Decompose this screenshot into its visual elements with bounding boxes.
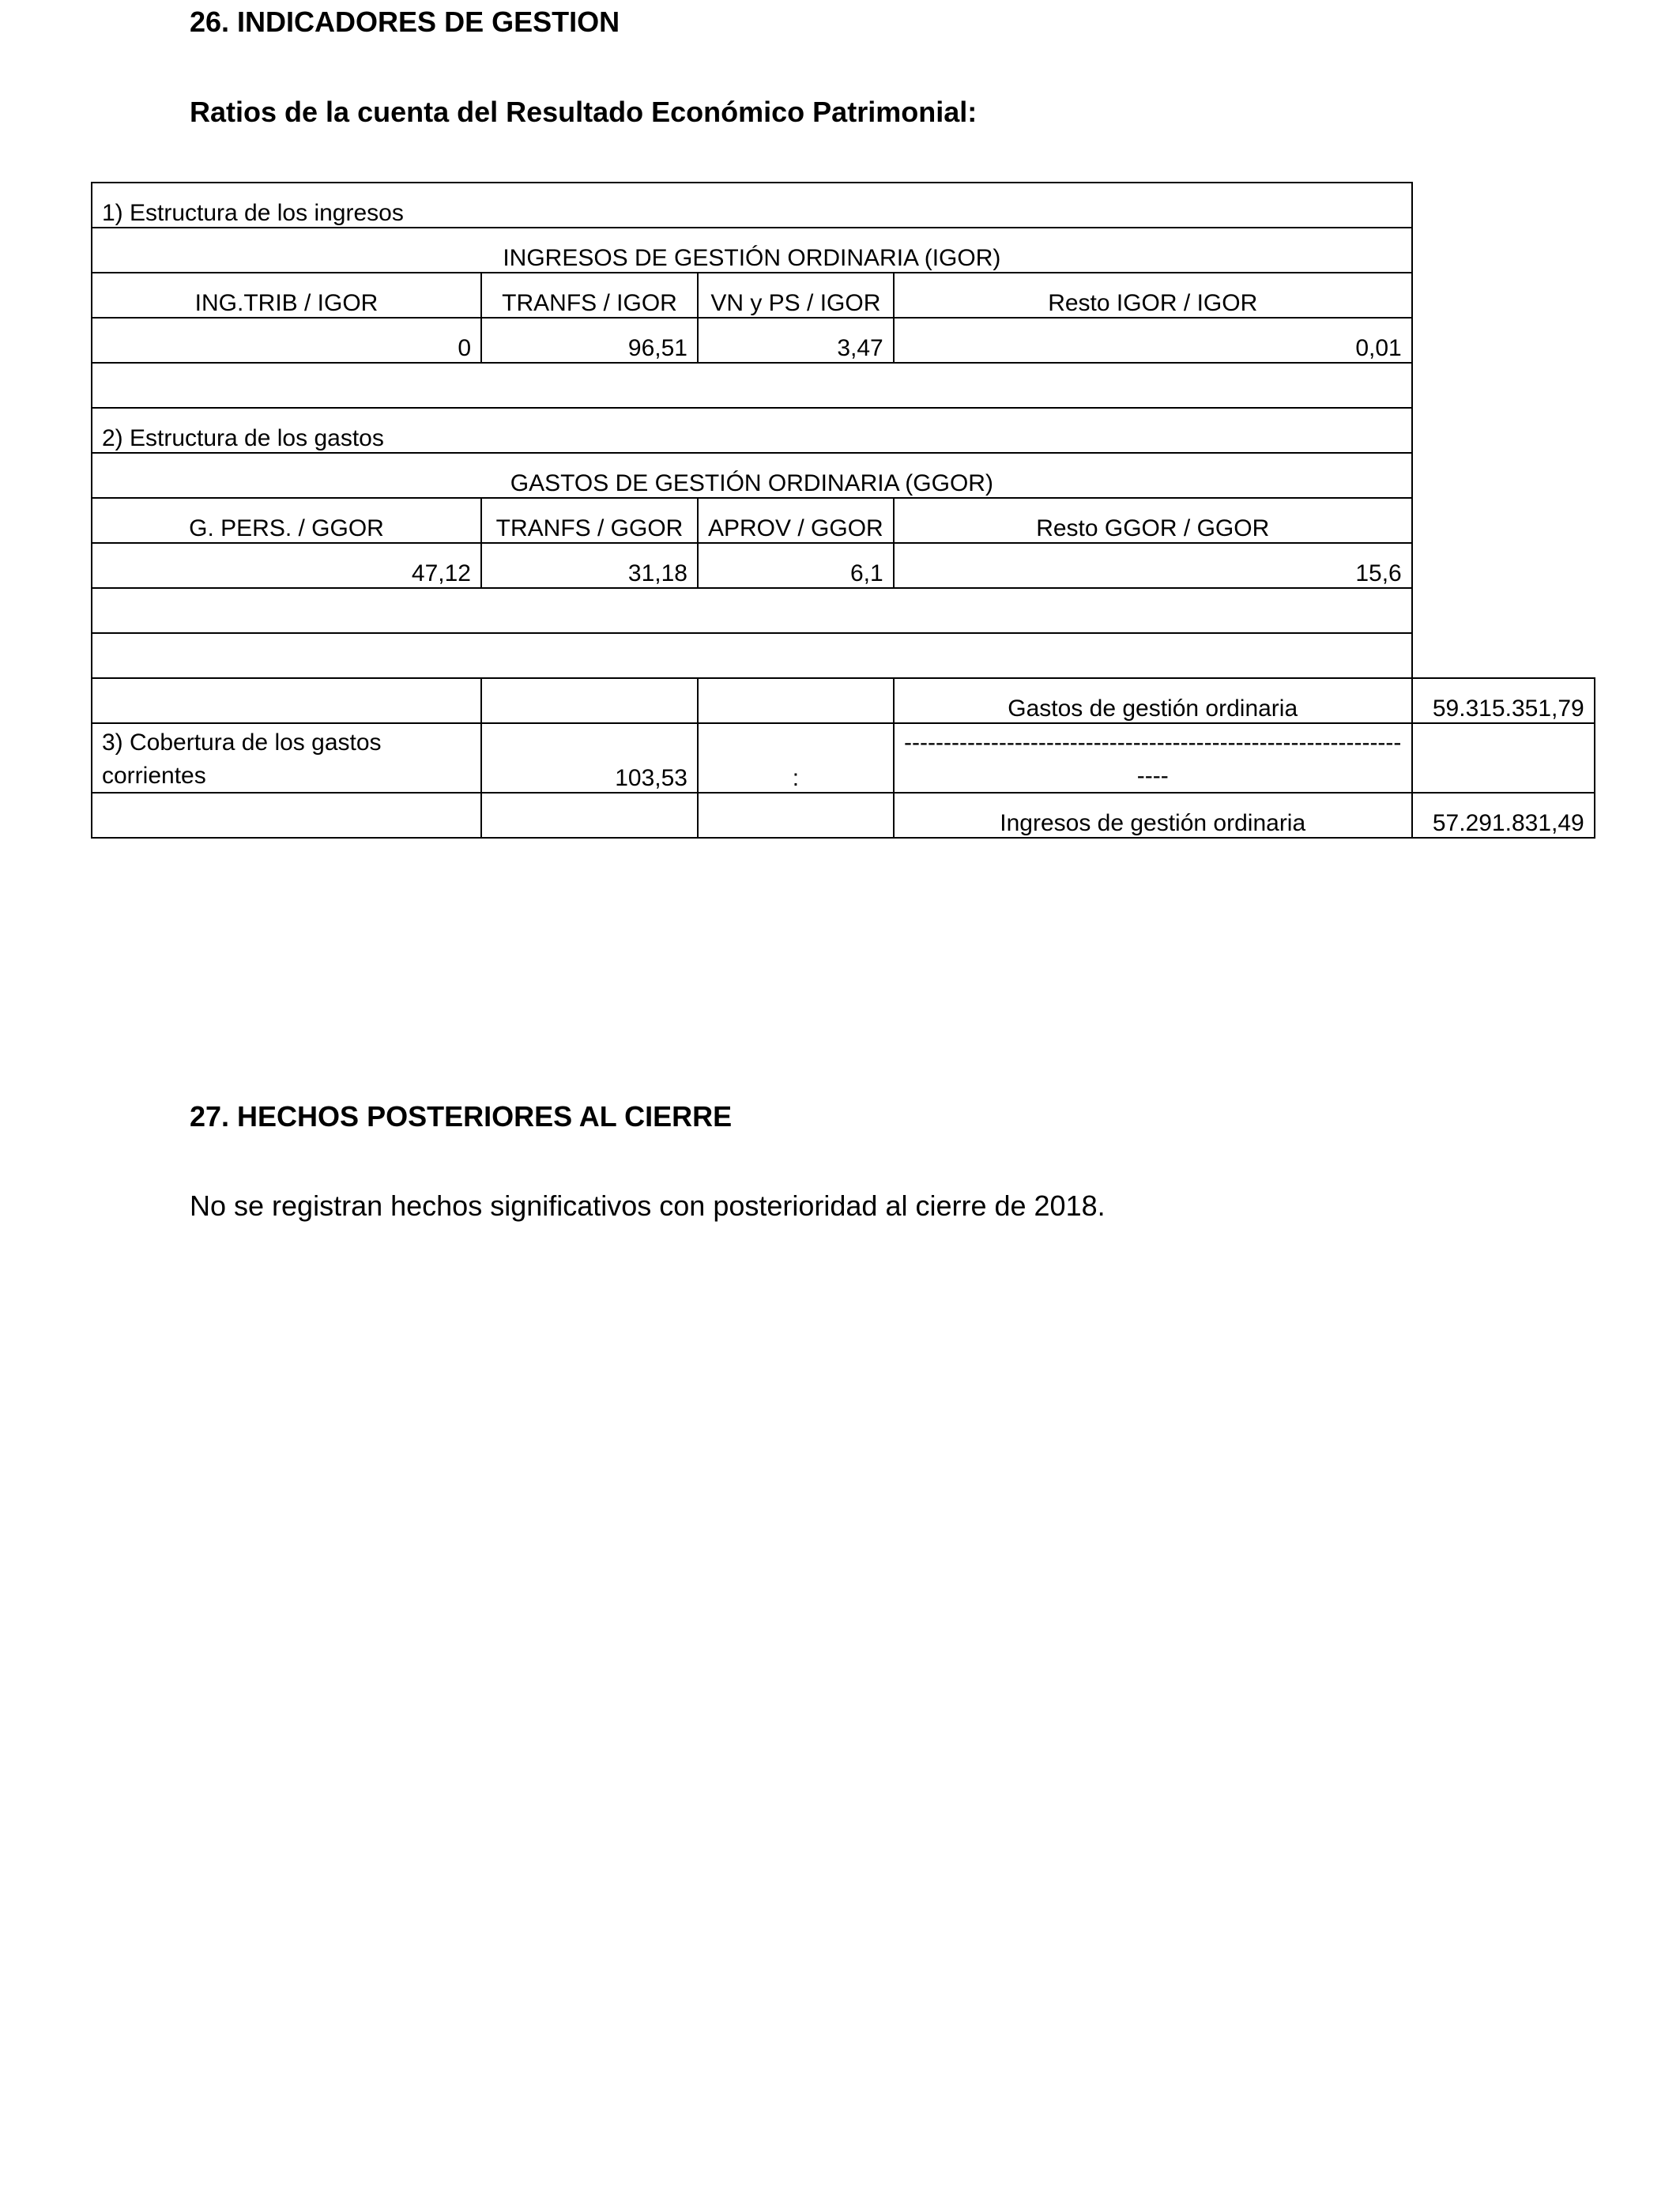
table-row: [92, 543, 1595, 588]
ingresos-section-label: 1) Estructura de los ingresos: [92, 183, 1412, 228]
empty-row: [92, 633, 1412, 678]
ratio-value: 31,18: [481, 543, 698, 588]
section-26-title: 26. INDICADORES DE GESTION: [190, 6, 620, 38]
section-27-body: No se registran hechos significativos con posterioridad al cierre de 2018.: [190, 1189, 1106, 1222]
ratios-table: [91, 182, 1595, 839]
table-row: [92, 723, 1595, 793]
denominator-label: Ingresos de gestión ordinaria: [894, 793, 1412, 838]
table-row: [92, 408, 1595, 453]
ratio-value: 6,1: [698, 543, 894, 588]
table-row: [92, 498, 1595, 543]
column-header: APROV / GGOR: [698, 498, 894, 543]
column-header: TRANFS / IGOR: [481, 273, 698, 318]
ratios-subtitle: Ratios de la cuenta del Resultado Económico Patrimonial:: [190, 96, 977, 128]
separator: :: [698, 723, 894, 793]
ratio-value: 96,51: [481, 318, 698, 363]
ratio-value: 0: [92, 318, 481, 363]
table-row: [92, 273, 1595, 318]
table-row: [92, 793, 1595, 838]
table-row: [92, 453, 1595, 498]
empty-row: [92, 588, 1412, 633]
column-header: G. PERS. / GGOR: [92, 498, 481, 543]
numerator-label: Gastos de gestión ordinaria: [894, 678, 1412, 723]
column-header: Resto IGOR / IGOR: [894, 273, 1412, 318]
empty-row: [92, 363, 1412, 408]
igor-group-header: INGRESOS DE GESTIÓN ORDINARIA (IGOR): [92, 228, 1412, 273]
table-row: [92, 588, 1595, 633]
column-header: ING.TRIB / IGOR: [92, 273, 481, 318]
cobertura-label: 3) Cobertura de los gastos corrientes: [92, 723, 481, 793]
fraction-line: -------------------------------------------------------------------: [894, 723, 1412, 793]
table-row: [92, 183, 1595, 228]
table-row: [92, 678, 1595, 723]
ratio-value: 3,47: [698, 318, 894, 363]
ratio-value: 0,01: [894, 318, 1412, 363]
numerator-value: 59.315.351,79: [1412, 678, 1595, 723]
ggor-group-header: GASTOS DE GESTIÓN ORDINARIA (GGOR): [92, 453, 1412, 498]
gastos-section-label: 2) Estructura de los gastos: [92, 408, 1412, 453]
column-header: VN y PS / IGOR: [698, 273, 894, 318]
ratio-value: 47,12: [92, 543, 481, 588]
section-27-title: 27. HECHOS POSTERIORES AL CIERRE: [190, 1100, 733, 1133]
table-row: [92, 318, 1595, 363]
ratio-value: 15,6: [894, 543, 1412, 588]
cobertura-value: 103,53: [481, 723, 698, 793]
column-header: TRANFS / GGOR: [481, 498, 698, 543]
column-header: Resto GGOR / GGOR: [894, 498, 1412, 543]
denominator-value: 57.291.831,49: [1412, 793, 1595, 838]
table-row: [92, 228, 1595, 273]
table-row: [92, 363, 1595, 408]
table-row: [92, 633, 1595, 678]
